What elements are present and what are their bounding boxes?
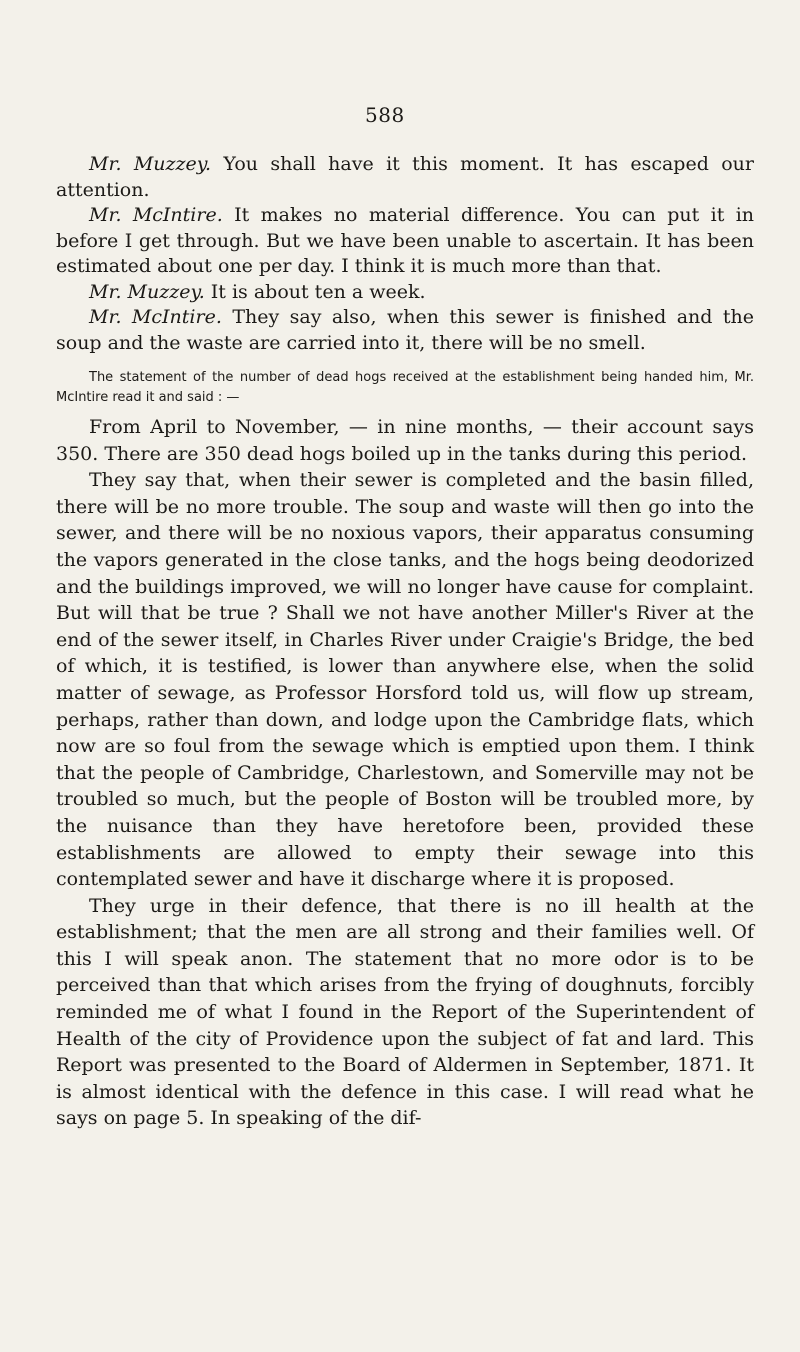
- body-paragraph: They say that, when their sewer is completed and the basin filled, there will be no more trouble. The soup and waste will then go into the sewer, and there will be no noxious vapors, their apparatus consuming the vapors generated in the close tanks, and the hogs being deodorized and the buildings improved, we will no longer have cause for complaint. But will that be true ? Shall we not have another Miller's River at the end of the sewer itself, in Charles River under Craigie's Bridge, the bed of which, it is testified, is lower than anywhere else, when the solid matter of sewage, as Professor Horsford told us, will flow up stream, perhaps, rather than down, and lodge upon the Cambridge flats, which now are so foul from the sewage which is emptied upon them. I think that the people of Cambridge, Charlestown, and Somerville may not be troubled so much, but the people of Boston will be troubled more, by the nuisance than they have heretofore been, provided these establishments are allowed to empty their sewage into this contemplated sewer and have it discharge where it is proposed.: [56, 469, 754, 891]
- speech-text: They say also, when this sewer is finished and the soup and the waste are carried into it, there will be no smell.: [56, 306, 754, 354]
- dialogue-paragraph: [56, 280, 754, 306]
- speaker-name: Mr. McIntire.: [89, 204, 223, 226]
- speaker-name: Mr. McIntire.: [89, 306, 222, 328]
- editorial-note: The statement of the number of dead hogs received at the establishment being handed him, Mr. McIntire read it and said : —: [56, 370, 754, 405]
- dialogue-paragraph: [56, 152, 754, 203]
- speech-body: [56, 414, 754, 1132]
- body-paragraph: They urge in their defence, that there is no ill health at the establishment; that the men are all strong and their families well. Of this I will speak anon. The statement that no more odor is to be perceived than that which arises from the frying of doughnuts, forcibly reminded me of what I found in the Report of the Superintendent of Health of the city of Providence upon the subject of fat and lard. This Report was presented to the Board of Aldermen in September, 1871. It is almost identical with the defence in this case. I will read what he says on page 5. In speaking of the dif-: [56, 894, 754, 1130]
- speech-text: You shall have it this moment. It has escaped our attention.: [56, 153, 754, 201]
- speaker-name: Mr. Muzzey.: [89, 280, 205, 303]
- dialogue: [56, 152, 754, 356]
- speech-text: It makes no material difference. You can put it in before I get through. But we have been unable to ascertain. It has been estimated about one per day. I think it is much more than that.: [56, 204, 755, 277]
- speaker-name: Mr. Muzzey.: [89, 153, 212, 175]
- dialogue-paragraph: [56, 203, 754, 280]
- speech-text: It is about ten a week.: [210, 280, 426, 303]
- page-text: [56, 152, 754, 1132]
- dialogue-paragraph: [56, 305, 754, 356]
- body-paragraph: From April to November, — in nine months, — their account says 350. There are 350 dead hogs boiled up in the tanks during this period.: [56, 416, 754, 465]
- page-number: 588: [365, 103, 405, 127]
